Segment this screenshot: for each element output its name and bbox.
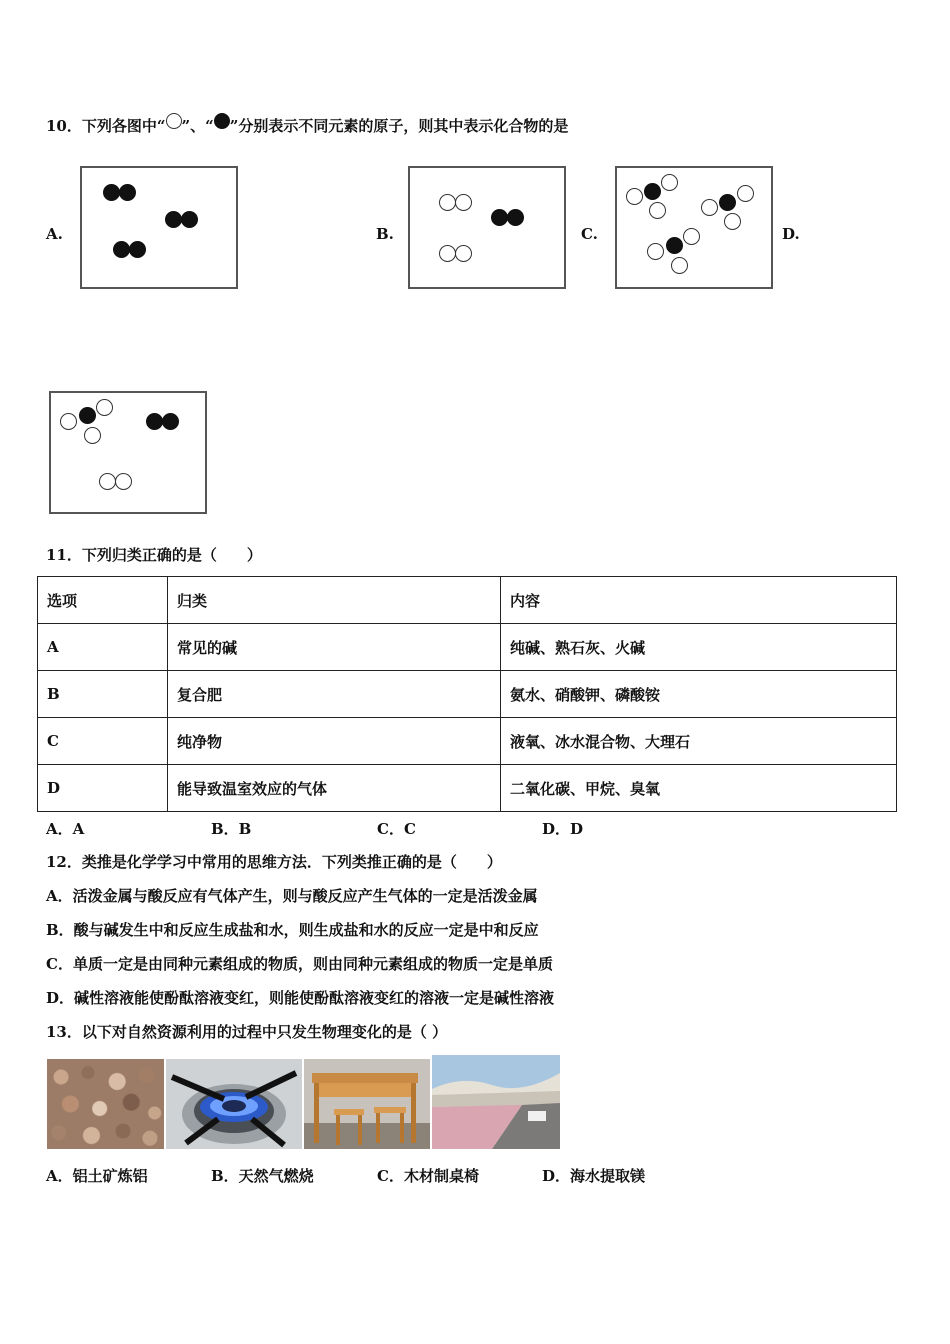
table-cell: 纯净物 <box>168 718 501 765</box>
q12-option-d[interactable]: D．碱性溶液能使酚酞溶液变红，则能使酚酞溶液变红的溶液一定是碱性溶液 <box>46 989 555 1007</box>
white-atom-icon <box>455 194 472 211</box>
table-cell: D <box>38 765 168 812</box>
table-row <box>38 718 897 765</box>
q12-option-a[interactable]: A．活泼金属与酸反应有气体产生，则与酸反应产生气体的一定是活泼金属 <box>46 887 538 905</box>
table-cell: B <box>38 671 168 718</box>
q10-label-d: D. <box>782 225 800 243</box>
white-atom-icon <box>626 188 643 205</box>
table-row <box>38 765 897 812</box>
black-atom-icon <box>119 184 136 201</box>
white-atom-icon <box>99 473 116 490</box>
black-atom-icon <box>165 211 182 228</box>
black-atom-icon <box>214 113 230 129</box>
white-atom-icon <box>647 243 664 260</box>
black-atom-icon <box>146 413 163 430</box>
table-row <box>38 624 897 671</box>
q10-label-a: A. <box>46 225 63 243</box>
white-atom-icon <box>60 413 77 430</box>
table-cell: 能导致温室效应的气体 <box>168 765 501 812</box>
bauxite-photo <box>47 1059 164 1149</box>
wooden-desk-photo <box>304 1059 430 1149</box>
q12-option-c[interactable]: C．单质一定是由同种元素组成的物质，则由同种元素组成的物质一定是单质 <box>46 955 553 973</box>
table-header-cell: 内容 <box>501 577 897 624</box>
white-atom-icon <box>439 194 456 211</box>
white-atom-icon <box>671 257 688 274</box>
table-cell: 液氧、冰水混合物、大理石 <box>501 718 897 765</box>
black-atom-icon <box>666 237 683 254</box>
white-atom-icon <box>683 228 700 245</box>
q12-stem: 12．类推是化学学习中常用的思维方法．下列类推正确的是（ ） <box>46 853 502 871</box>
table-cell: 复合肥 <box>168 671 501 718</box>
black-atom-icon <box>644 183 661 200</box>
white-atom-icon <box>724 213 741 230</box>
q10-diagram-a[interactable] <box>80 166 238 289</box>
black-atom-icon <box>103 184 120 201</box>
black-atom-icon <box>507 209 524 226</box>
table-row <box>38 671 897 718</box>
q10-label-b: B. <box>376 225 394 243</box>
white-atom-icon <box>737 185 754 202</box>
white-atom-icon <box>701 199 718 216</box>
white-atom-icon <box>166 113 182 129</box>
q11-stem: 11．下列归类正确的是（ ） <box>46 546 262 564</box>
black-atom-icon <box>181 211 198 228</box>
table-cell: 纯碱、熟石灰、火碱 <box>501 624 897 671</box>
q11-option-a[interactable]: A．A <box>46 820 85 838</box>
q11-table <box>37 576 897 812</box>
table-cell: 二氧化碳、甲烷、臭氧 <box>501 765 897 812</box>
table-header-cell: 归类 <box>168 577 501 624</box>
black-atom-icon <box>491 209 508 226</box>
white-atom-icon <box>115 473 132 490</box>
table-cell: C <box>38 718 168 765</box>
white-atom-icon <box>96 399 113 416</box>
q13-option-c[interactable]: C．木材制桌椅 <box>377 1167 479 1185</box>
q12-option-b[interactable]: B．酸与碱发生中和反应生成盐和水，则生成盐和水的反应一定是中和反应 <box>46 921 539 939</box>
table-header-row <box>38 577 897 624</box>
table-cell: 常见的碱 <box>168 624 501 671</box>
white-atom-icon <box>661 174 678 191</box>
q13-stem: 13．以下对自然资源利用的过程中只发生物理变化的是（ ） <box>46 1023 448 1041</box>
q11-option-b[interactable]: B．B <box>211 820 252 838</box>
q10-diagram-c[interactable] <box>615 166 773 289</box>
q10-stem: 10．下列各图中“ ”、“ ”分别表示不同元素的原子，则其中表示化合物的是 <box>46 115 568 136</box>
q11-option-d[interactable]: D．D <box>542 820 584 838</box>
seawater-photo <box>432 1055 560 1149</box>
black-atom-icon <box>79 407 96 424</box>
white-atom-icon <box>649 202 666 219</box>
black-atom-icon <box>162 413 179 430</box>
q10-diagram-d[interactable] <box>49 391 207 514</box>
table-cell: A <box>38 624 168 671</box>
q10-diagram-b[interactable] <box>408 166 566 289</box>
table-cell: 氨水、硝酸钾、磷酸铵 <box>501 671 897 718</box>
black-atom-icon <box>719 194 736 211</box>
white-atom-icon <box>439 245 456 262</box>
table-header-cell: 选项 <box>38 577 168 624</box>
q13-option-b[interactable]: B．天然气燃烧 <box>211 1167 314 1185</box>
black-atom-icon <box>129 241 146 258</box>
q10-label-c: C. <box>581 225 598 243</box>
q13-option-a[interactable]: A．铝土矿炼铝 <box>46 1167 148 1185</box>
q11-option-c[interactable]: C．C <box>377 820 416 838</box>
gas-stove-photo <box>166 1059 302 1149</box>
white-atom-icon <box>455 245 472 262</box>
black-atom-icon <box>113 241 130 258</box>
q13-option-d[interactable]: D．海水提取镁 <box>542 1167 646 1185</box>
white-atom-icon <box>84 427 101 444</box>
